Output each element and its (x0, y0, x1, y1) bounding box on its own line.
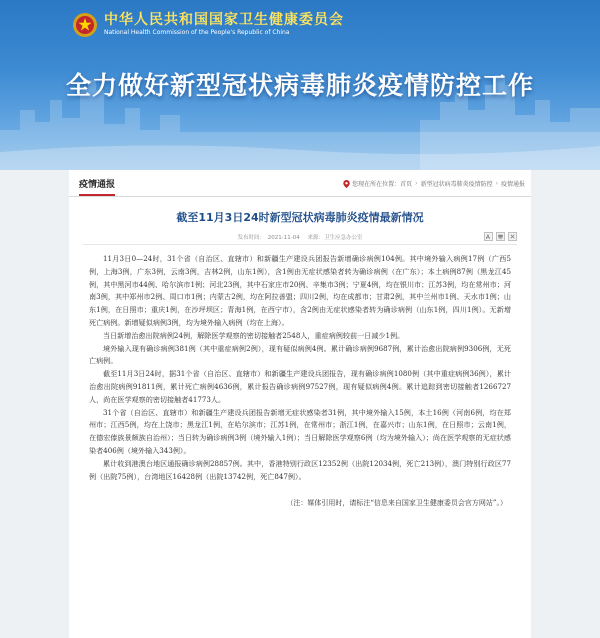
article-paragraph: 31个省（自治区、直辖市）和新疆生产建设兵团报告新增无症状感染者31例，其中境外输入15例，本土16例（河南6例，均在郑州市；江西5例，均在上饶市；黑龙江1例，在哈尔滨市；江苏1例，在常州市；浙江1例，在嘉兴市；山东1例，在日照市；云南1例，在德宏傣族景颇族自治州）；当日转为确诊病例3例（境外输入1例）；当日解除医学观察6例（均为境外输入）；尚在医学观察的无症状感染者406例（境外输入343例）。 (89, 407, 511, 455)
breadcrumb-item-covid-control[interactable]: 新型冠状病毒肺炎疫情防控 (420, 181, 493, 188)
breadcrumb-separator: › (495, 180, 498, 187)
font-size-icon[interactable] (484, 232, 493, 241)
breadcrumb-separator: › (415, 180, 418, 187)
article-paragraph: 当日新增治愈出院病例24例，解除医学观察的密切接触者2548人，重症病例较前一日减少1例。 (103, 330, 405, 340)
breadcrumb-item-home[interactable]: 首页 (400, 181, 413, 188)
article-paragraph: 境外输入现有确诊病例381例（其中重症病例2例），现有疑似病例4例。累计确诊病例9687例，累计治愈出院病例9306例，无死亡病例。 (89, 343, 511, 366)
location-pin-icon (343, 180, 350, 188)
article-paragraph: 11月3日0—24时，31个省（自治区、直辖市）和新疆生产建设兵团报告新增确诊病例104例。其中境外输入病例17例（广西5例，上海3例，广东3例，云南3例，吉林2例，山东1例），含1例由无症状感染者转为确诊病例（在广东）；本土病例87例（黑龙江45例，其中黑河市44例、哈尔滨市1例；河北23例，其中石家庄市20例、辛集市3例；宁夏4例，均在银川市；江苏3例，均在常州市；河南3例，其中郑州市2例、周口市1例；内蒙古2例，均在阿拉善盟；四川2例，均在成都市；甘肃2例，其中兰州市1例、天水市1例；山东1例，在日照市；重庆1例，在沙坪坝区；青海1例，在西宁市），含2例由无症状感染者转为确诊病例（山东1例，四川1例）。无新增死亡病例。新增疑似病例3例，均为境外输入病例（均在上海）。 (89, 254, 511, 327)
site-header (0, 0, 600, 170)
banner-slogan: 全力做好新型冠状病毒肺炎疫情防控工作 (65, 71, 534, 100)
print-icon[interactable] (496, 232, 505, 241)
section-tab[interactable]: 疫情通报 (79, 177, 115, 196)
article-paragraph: 截至11月3日24时，据31个省（自治区、直辖市）和新疆生产建设兵团报告，现有确诊病例1080例（其中重症病例36例），累计治愈出院病例91811例，累计死亡病例4636例，累计报告确诊病例97527例，现有疑似病例4例。累计追踪到密切接触者1266727人，尚在医学观察的密切接触者41773人。 (89, 369, 511, 404)
svg-text:A: A (485, 234, 491, 241)
site-logo[interactable] (72, 12, 344, 38)
breadcrumb-bar (69, 170, 531, 197)
article-source: 来源：卫生应急办公室 (307, 235, 363, 241)
article-tools (481, 232, 517, 241)
org-name-cn: 中华人民共和国国家卫生健康委员会 (104, 12, 344, 28)
article-meta (83, 231, 517, 245)
breadcrumb (343, 179, 525, 188)
breadcrumb-item-epidemic-report[interactable]: 疫情通报 (500, 181, 525, 188)
org-name-en: National Health Commission of the People's Republic of China (104, 29, 290, 36)
article-paragraph: 累计收到港澳台地区通报确诊病例28857例。其中，香港特别行政区12352例（出院12034例，死亡213例），澳门特别行政区77例（出院75例），台湾地区16428例（出院13742例，死亡847例）。 (89, 458, 511, 481)
citation-note: （注：媒体引用时，请标注“信息来自国家卫生健康委员会官方网站”。） (286, 499, 507, 508)
content-panel (69, 170, 531, 638)
close-icon[interactable] (508, 232, 517, 241)
article-title: 截至11月3日24时新型冠状病毒肺炎疫情最新情况 (176, 211, 424, 224)
publish-date: 发布时间： 2021-11-04 (237, 235, 300, 241)
article-body (89, 253, 511, 510)
national-emblem-icon (72, 12, 98, 38)
breadcrumb-prefix: 您现在所在位置： (352, 181, 401, 188)
